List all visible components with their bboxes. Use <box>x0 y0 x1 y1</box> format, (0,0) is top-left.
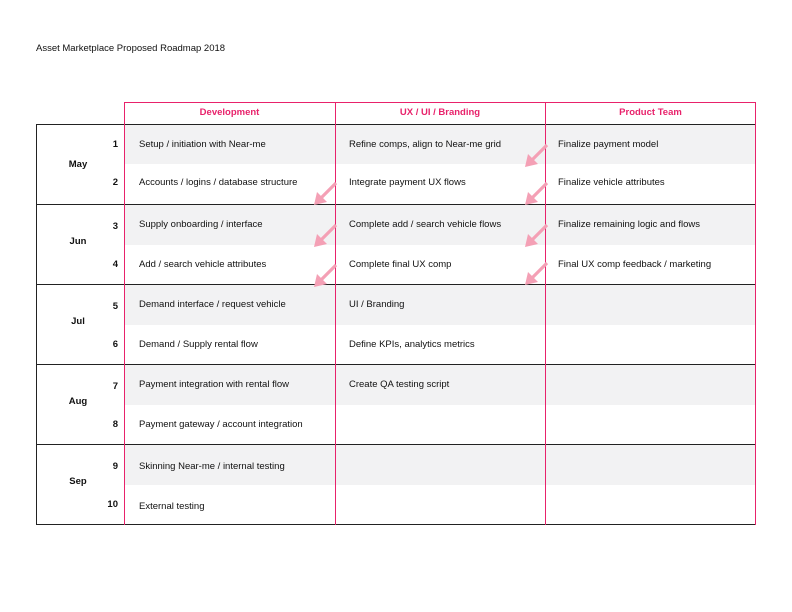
week-number: 2 <box>112 177 118 188</box>
page-title: Asset Marketplace Proposed Roadmap 2018 <box>36 43 226 54</box>
week-number: 9 <box>112 461 118 472</box>
development-task: Payment integration with rental flow <box>139 379 289 390</box>
month-divider <box>36 124 756 125</box>
ux-task: Complete final UX comp <box>349 259 452 270</box>
month-label: May <box>68 159 88 170</box>
development-task: Demand interface / request vehicle <box>139 299 286 310</box>
ux-task: Define KPIs, analytics metrics <box>349 339 475 350</box>
product-task: Finalize vehicle attributes <box>558 177 665 188</box>
column-divider <box>755 102 756 525</box>
ux-task: Complete add / search vehicle flows <box>349 219 502 230</box>
month-divider <box>36 364 756 365</box>
development-task: Add / search vehicle attributes <box>139 259 267 270</box>
product-task: Final UX comp feedback / marketing <box>558 259 712 270</box>
month-label: Aug <box>68 396 88 407</box>
column-header-ux: UX / UI / Branding <box>399 107 481 118</box>
table-bottom-border <box>36 524 756 525</box>
week-number: 6 <box>112 339 118 350</box>
month-label: Jul <box>71 316 85 327</box>
product-task: Finalize payment model <box>558 139 659 150</box>
column-divider <box>124 102 125 525</box>
development-task: Skinning Near-me / internal testing <box>139 461 285 472</box>
product-task: Finalize remaining logic and flows <box>558 219 701 230</box>
development-task: External testing <box>139 501 205 512</box>
month-divider <box>36 204 756 205</box>
roadmap-table <box>36 102 756 525</box>
week-band <box>124 485 756 525</box>
week-number: 1 <box>112 139 118 150</box>
development-task: Setup / initiation with Near-me <box>139 139 266 150</box>
week-number: 3 <box>112 221 118 232</box>
month-label: Sep <box>69 476 87 487</box>
month-divider <box>36 444 756 445</box>
week-number: 7 <box>112 381 118 392</box>
week-number: 4 <box>112 259 118 270</box>
ux-task: Create QA testing script <box>349 379 450 390</box>
column-divider <box>335 102 336 525</box>
development-task: Accounts / logins / database structure <box>139 177 298 188</box>
development-task: Payment gateway / account integration <box>139 419 303 430</box>
week-number: 10 <box>107 499 118 510</box>
ux-task: Refine comps, align to Near-me grid <box>349 139 502 150</box>
month-divider <box>36 284 756 285</box>
week-number: 5 <box>112 301 118 312</box>
column-header-development: Development <box>199 107 260 118</box>
ux-task: UI / Branding <box>349 299 405 310</box>
week-number: 8 <box>112 419 118 430</box>
ux-task: Integrate payment UX flows <box>349 177 466 188</box>
month-label: Jun <box>69 236 87 247</box>
column-header-product: Product Team <box>619 107 682 118</box>
column-divider <box>545 102 546 525</box>
header-top-border <box>124 102 756 103</box>
development-task: Demand / Supply rental flow <box>139 339 258 350</box>
development-task: Supply onboarding / interface <box>139 219 263 230</box>
